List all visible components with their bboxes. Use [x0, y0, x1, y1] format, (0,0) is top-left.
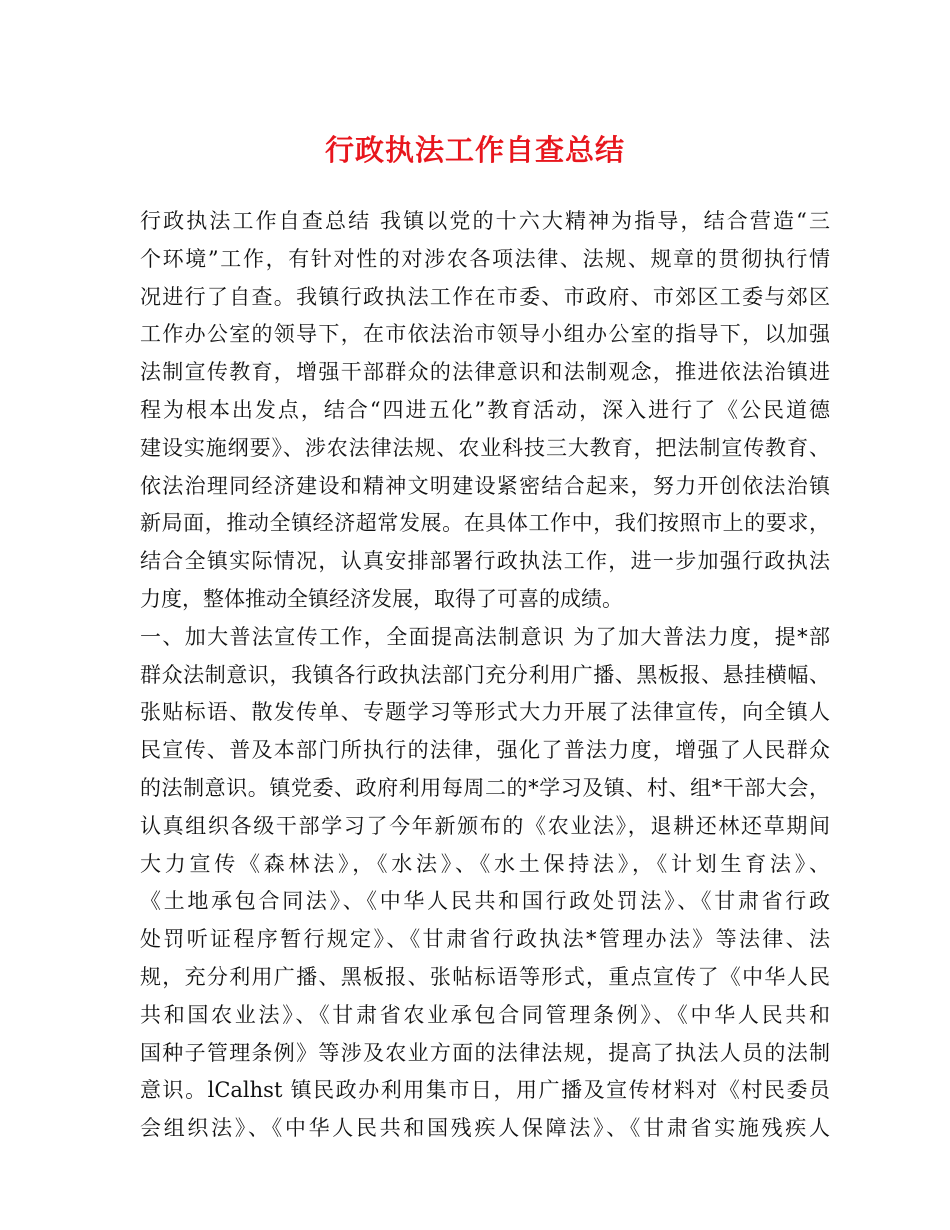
body-line: 《土地承包合同法》、《中华人民共和国行政处罚法》、《甘肃省行政: [140, 889, 830, 914]
body-line: 会组织法》、《中华人民共和国残疾人保障法》、《甘肃省实施残疾人: [140, 1116, 830, 1141]
body-line: 国种子管理条例》等涉及农业方面的法律法规，提高了执法人员的法制: [140, 1040, 830, 1065]
body-line: 建设实施纲要》、涉农法律法规、农业科技三大教育，把法制宣传教育、: [140, 435, 830, 460]
body-line: 力度，整体推动全镇经济发展，取得了可喜的成绩。: [140, 586, 623, 611]
body-line: 个环境”工作，有针对性的对涉农各项法律、法规、规章的贯彻执行情: [140, 246, 830, 271]
body-line: 工作办公室的领导下，在市依法治市领导小组办公室的指导下，以加强: [140, 322, 830, 347]
body-line: 况进行了自查。我镇行政执法工作在市委、市政府、市郊区工委与郊区: [140, 284, 830, 309]
body-line: 民宣传、普及本部门所执行的法律，强化了普法力度，增强了人民群众: [140, 738, 830, 763]
body-line: 处罚听证程序暂行规定》、《甘肃省行政执法*管理办法》等法律、法: [140, 927, 830, 952]
body-line: 法制宣传教育，增强干部群众的法律意识和法制观念，推进依法治镇进: [140, 360, 830, 385]
body-line: 新局面，推动全镇经济超常发展。在具体工作中，我们按照市上的要求，: [140, 511, 830, 536]
body-line: 行政执法工作自查总结 我镇以党的十六大精神为指导，结合营造“三: [140, 209, 830, 233]
body-line: 规，充分利用广播、黑板报、张帖标语等形式，重点宣传了《中华人民: [140, 964, 830, 989]
body-line: 结合全镇实际情况，认真安排部署行政执法工作，进一步加强行政执法: [140, 549, 830, 574]
document-body: [140, 203, 830, 1148]
body-line: 群众法制意识，我镇各行政执法部门充分利用广播、黑板报、悬挂横幅、: [140, 662, 830, 687]
body-line: 一、加大普法宣传工作，全面提高法制意识 为了加大普法力度，提*部: [140, 624, 830, 649]
document-title: 行政执法工作自查总结: [324, 133, 625, 167]
body-line: 张贴标语、散发传单、专题学习等形式大力开展了法律宣传，向全镇人: [140, 700, 830, 725]
body-line: 依法治理同经济建设和精神文明建设紧密结合起来，努力开创依法治镇: [140, 473, 830, 498]
body-line: 意识。lCalhst 镇民政办利用集市日，用广播及宣传材料对《村民委员: [140, 1078, 830, 1103]
body-line: 共和国农业法》、《甘肃省农业承包合同管理条例》、《中华人民共和: [140, 1002, 830, 1027]
body-line: 的法制意识。镇党委、政府利用每周二的*学习及镇、村、组*干部大会，: [140, 775, 830, 800]
body-line: 认真组织各级干部学习了今年新颁布的《农业法》，退耕还林还草期间: [140, 813, 830, 838]
body-line: 程为根本出发点，结合“四进五化”教育活动，深入进行了《公民道德: [140, 397, 830, 422]
body-line: 大力宣传《森林法》，《水法》、《水土保持法》，《计划生育法》、: [140, 851, 830, 876]
